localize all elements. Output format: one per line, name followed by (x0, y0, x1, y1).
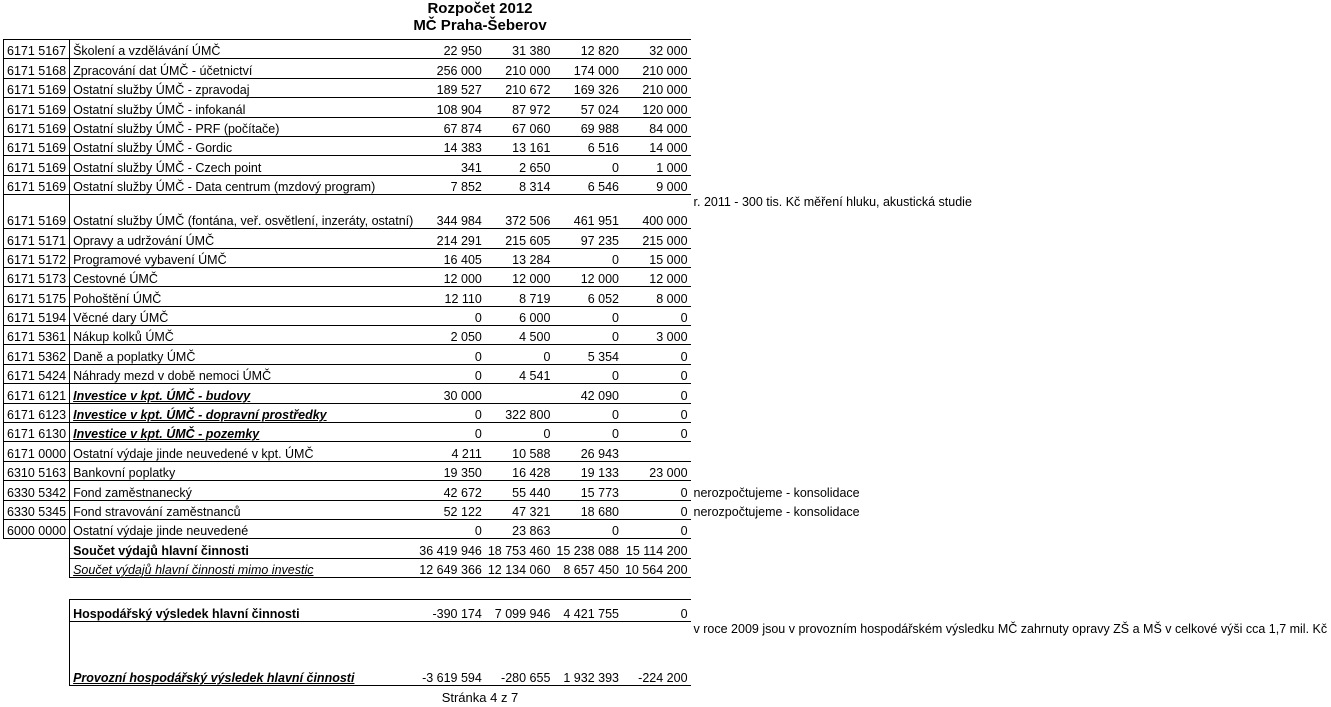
table-row (4, 326, 1331, 345)
blank-cell (4, 600, 70, 622)
item-label: Opravy a udržování ÚMČ (70, 229, 417, 248)
account-code: 6171 5169 (4, 175, 70, 194)
account-code: 6171 5169 (4, 98, 70, 117)
value-cell: 14 383 (416, 136, 485, 155)
value-cell: 55 440 (485, 481, 554, 500)
table-row (4, 248, 1331, 267)
value-cell: 42 672 (416, 481, 485, 500)
table-row (4, 117, 1331, 136)
note-cell (691, 136, 1331, 155)
operating-note: v roce 2009 jsou v provozním hospodářském výsledku MČ zahrnuty opravy ZŠ a MŠ v celkové výši cca 1,7 mil. Kč (693, 621, 1328, 636)
value-cell: 215 605 (485, 229, 554, 248)
table-row (4, 442, 1331, 461)
value-cell: 372 506 (485, 195, 554, 229)
value-cell: 22 950 (416, 40, 485, 59)
operating-value: -280 655 (485, 622, 554, 686)
note-cell (691, 461, 1331, 480)
value-cell: 0 (416, 364, 485, 383)
value-cell: 16 405 (416, 248, 485, 267)
note-cell (691, 600, 1331, 622)
account-code: 6171 5169 (4, 78, 70, 97)
note-cell (691, 175, 1331, 194)
result-value: -390 174 (416, 600, 485, 622)
account-code: 6171 5175 (4, 287, 70, 306)
value-cell: 0 (622, 364, 691, 383)
note-cell (691, 539, 1331, 558)
note-cell (691, 306, 1331, 325)
note-cell (691, 326, 1331, 345)
value-cell: 0 (485, 345, 554, 364)
account-code: 6171 5173 (4, 267, 70, 286)
note-cell (691, 403, 1331, 422)
table-row (4, 364, 1331, 383)
result-value: 7 099 946 (485, 600, 554, 622)
value-cell: 19 133 (553, 461, 622, 480)
value-cell: 30 000 (416, 384, 485, 403)
value-cell: 0 (622, 306, 691, 325)
total-row (4, 539, 1331, 558)
value-cell: 210 000 (622, 59, 691, 78)
result-row (4, 600, 1331, 622)
table-row (4, 195, 1331, 229)
value-cell: 8 000 (622, 287, 691, 306)
item-label: Bankovní poplatky (70, 461, 417, 480)
value-cell: 6 516 (553, 136, 622, 155)
note-cell (691, 229, 1331, 248)
value-cell: 12 000 (553, 267, 622, 286)
item-label: Ostatní služby ÚMČ - Data centrum (mzdový program) (70, 175, 417, 194)
value-cell: 214 291 (416, 229, 485, 248)
value-cell: 4 541 (485, 364, 554, 383)
value-cell: 344 984 (416, 195, 485, 229)
value-cell: 57 024 (553, 98, 622, 117)
value-cell: 0 (416, 403, 485, 422)
value-cell: 400 000 (622, 195, 691, 229)
value-cell: 461 951 (553, 195, 622, 229)
note-cell (691, 384, 1331, 403)
operating-value: -224 200 (622, 622, 691, 686)
item-label: Ostatní výdaje jinde neuvedené (70, 519, 417, 538)
total-value: 36 419 946 (416, 539, 485, 558)
account-code: 6330 5345 (4, 500, 70, 519)
note-cell: nerozpočtujeme - konsolidace (693, 505, 860, 520)
item-label (70, 384, 417, 403)
item-label: Věcné dary ÚMČ (70, 306, 417, 325)
value-cell: 0 (622, 403, 691, 422)
budget-table (3, 39, 1331, 686)
value-cell: 12 000 (622, 267, 691, 286)
table-row (4, 40, 1331, 59)
note-cell (691, 558, 1331, 577)
value-cell: 1 000 (622, 156, 691, 175)
value-cell: 0 (622, 500, 691, 519)
table-row (4, 423, 1331, 442)
table-row (4, 287, 1331, 306)
value-cell: 8 719 (485, 287, 554, 306)
item-label: Ostatní služby ÚMČ (fontána, veř. osvětlení, inzeráty, ostatní) (70, 195, 417, 229)
investment-label: Investice v kpt. ÚMČ - dopravní prostředky (73, 408, 327, 423)
note-cell: nerozpočtujeme - konsolidace (693, 486, 860, 501)
value-cell: 341 (416, 156, 485, 175)
result-label: Hospodářský výsledek hlavní činnosti (70, 600, 417, 622)
total-value: 10 564 200 (622, 558, 691, 577)
value-cell: 12 820 (553, 40, 622, 59)
value-cell: 87 972 (485, 98, 554, 117)
value-cell: 6 546 (553, 175, 622, 194)
value-cell: 12 000 (485, 267, 554, 286)
value-cell: 3 000 (622, 326, 691, 345)
value-cell: 0 (553, 519, 622, 538)
value-cell: 52 122 (416, 500, 485, 519)
item-label: Cestovné ÚMČ (70, 267, 417, 286)
value-cell: 0 (553, 156, 622, 175)
account-code: 6171 5169 (4, 117, 70, 136)
value-cell: 47 321 (485, 500, 554, 519)
value-cell: 210 672 (485, 78, 554, 97)
account-code: 6171 5171 (4, 229, 70, 248)
note-cell (691, 40, 1331, 59)
page-footer: Stránka 4 z 7 (441, 690, 519, 705)
value-cell: 23 863 (485, 519, 554, 538)
value-cell: 18 680 (553, 500, 622, 519)
table-row (4, 175, 1331, 194)
note-cell (691, 156, 1331, 175)
account-code: 6171 6121 (4, 384, 70, 403)
value-cell (622, 442, 691, 461)
page-subtitle: MČ Praha-Šeberov (413, 17, 547, 34)
operating-value: -3 619 594 (416, 622, 485, 686)
value-cell: 0 (416, 519, 485, 538)
value-cell: 0 (553, 403, 622, 422)
total-label: Součet výdajů hlavní činnosti mimo investic (70, 558, 417, 577)
item-label: Pohoštění ÚMČ (70, 287, 417, 306)
value-cell: 14 000 (622, 136, 691, 155)
value-cell: 13 161 (485, 136, 554, 155)
note-cell (691, 345, 1331, 364)
account-code: 6171 5362 (4, 345, 70, 364)
item-label: Ostatní služby ÚMČ - Gordic (70, 136, 417, 155)
note-cell (691, 117, 1331, 136)
note-cell (691, 364, 1331, 383)
table-row (4, 306, 1331, 325)
table-row (4, 59, 1331, 78)
table-row (4, 519, 1331, 538)
note-cell (691, 98, 1331, 117)
table-row (4, 384, 1331, 403)
table-row (4, 156, 1331, 175)
investment-label: Investice v kpt. ÚMČ - budovy (73, 388, 251, 403)
blank-cell (4, 578, 70, 600)
value-cell: 2 050 (416, 326, 485, 345)
account-code: 6000 0000 (4, 519, 70, 538)
item-label: Nákup kolků ÚMČ (70, 326, 417, 345)
value-cell: 256 000 (416, 59, 485, 78)
item-label: Zpracování dat ÚMČ - účetnictví (70, 59, 417, 78)
item-label: Ostatní služby ÚMČ - zpravodaj (70, 78, 417, 97)
account-code: 6171 5169 (4, 136, 70, 155)
value-cell: 5 354 (553, 345, 622, 364)
value-cell: 9 000 (622, 175, 691, 194)
value-cell: 32 000 (622, 40, 691, 59)
note-cell (691, 287, 1331, 306)
total-value: 18 753 460 (485, 539, 554, 558)
account-code: 6171 5194 (4, 306, 70, 325)
value-cell: 322 800 (485, 403, 554, 422)
value-cell: 0 (622, 345, 691, 364)
account-code: 6310 5163 (4, 461, 70, 480)
value-cell: 7 852 (416, 175, 485, 194)
value-cell: 31 380 (485, 40, 554, 59)
value-cell: 169 326 (553, 78, 622, 97)
value-cell: 69 988 (553, 117, 622, 136)
value-cell: 108 904 (416, 98, 485, 117)
value-cell: 4 500 (485, 326, 554, 345)
value-cell: 0 (416, 423, 485, 442)
account-code: 6171 6123 (4, 403, 70, 422)
blank-cell (485, 578, 554, 600)
value-cell: 0 (553, 423, 622, 442)
item-label: Daně a poplatky ÚMČ (70, 345, 417, 364)
table-row (4, 403, 1331, 422)
blank-cell (691, 578, 1331, 600)
blank-cell (416, 578, 485, 600)
item-label (70, 403, 417, 422)
value-cell (485, 384, 554, 403)
page-title: Rozpočet 2012 (427, 0, 533, 17)
account-code: 6171 5172 (4, 248, 70, 267)
blank-cell (4, 558, 70, 577)
value-cell: 215 000 (622, 229, 691, 248)
total-value: 15 238 088 (553, 539, 622, 558)
table-row (4, 345, 1331, 364)
item-label: Ostatní služby ÚMČ - infokanál (70, 98, 417, 117)
item-label: Ostatní výdaje jinde neuvedené v kpt. ÚMČ (70, 442, 417, 461)
value-cell: 0 (553, 364, 622, 383)
value-cell: 19 350 (416, 461, 485, 480)
value-cell: 6 000 (485, 306, 554, 325)
total-value: 12 134 060 (485, 558, 554, 577)
account-code: 6171 5424 (4, 364, 70, 383)
operating-row (4, 622, 1331, 686)
value-cell: 26 943 (553, 442, 622, 461)
item-label: Fond stravování zaměstnanců (70, 500, 417, 519)
account-code: 6171 0000 (4, 442, 70, 461)
value-cell: 23 000 (622, 461, 691, 480)
table-row (4, 98, 1331, 117)
value-cell: 12 000 (416, 267, 485, 286)
note-cell (691, 423, 1331, 442)
operating-value: 1 932 393 (553, 622, 622, 686)
value-cell: 0 (553, 248, 622, 267)
table-row (4, 481, 1331, 500)
result-value: 4 421 755 (553, 600, 622, 622)
note-cell (691, 248, 1331, 267)
spacer-row (4, 578, 1331, 600)
value-cell: 0 (553, 306, 622, 325)
blank-cell (622, 578, 691, 600)
value-cell: 120 000 (622, 98, 691, 117)
value-cell: 16 428 (485, 461, 554, 480)
account-code: 6171 5169 (4, 195, 70, 229)
table-row (4, 136, 1331, 155)
value-cell: 8 314 (485, 175, 554, 194)
value-cell: 0 (553, 326, 622, 345)
table-row (4, 267, 1331, 286)
value-cell: 0 (416, 345, 485, 364)
operating-label: Provozní hospodářský výsledek hlavní činnosti (70, 622, 417, 686)
blank-cell (70, 578, 417, 600)
note-cell (691, 78, 1331, 97)
value-cell: 13 284 (485, 248, 554, 267)
note-cell (691, 59, 1331, 78)
value-cell: 10 588 (485, 442, 554, 461)
note-cell: r. 2011 - 300 tis. Kč měření hluku, akustická studie (693, 194, 972, 209)
value-cell: 210 000 (485, 59, 554, 78)
value-cell: 15 773 (553, 481, 622, 500)
value-cell: 4 211 (416, 442, 485, 461)
note-cell (691, 442, 1331, 461)
account-code: 6171 5167 (4, 40, 70, 59)
value-cell: 42 090 (553, 384, 622, 403)
value-cell: 67 060 (485, 117, 554, 136)
value-cell: 97 235 (553, 229, 622, 248)
value-cell: 0 (416, 306, 485, 325)
item-label: Náhrady mezd v době nemoci ÚMČ (70, 364, 417, 383)
item-label: Programové vybavení ÚMČ (70, 248, 417, 267)
value-cell: 67 874 (416, 117, 485, 136)
investment-label: Investice v kpt. ÚMČ - pozemky (73, 427, 260, 442)
result-value: 0 (622, 600, 691, 622)
total-row (4, 558, 1331, 577)
table-row (4, 229, 1331, 248)
item-label: Fond zaměstnanecký (70, 481, 417, 500)
account-code: 6171 5169 (4, 156, 70, 175)
value-cell: 12 110 (416, 287, 485, 306)
note-cell (691, 267, 1331, 286)
item-label: Ostatní služby ÚMČ - Czech point (70, 156, 417, 175)
value-cell: 84 000 (622, 117, 691, 136)
value-cell: 0 (622, 519, 691, 538)
account-code: 6330 5342 (4, 481, 70, 500)
table-row (4, 461, 1331, 480)
total-value: 12 649 366 (416, 558, 485, 577)
value-cell: 6 052 (553, 287, 622, 306)
value-cell: 15 000 (622, 248, 691, 267)
total-value: 15 114 200 (622, 539, 691, 558)
blank-cell (4, 539, 70, 558)
account-code: 6171 6130 (4, 423, 70, 442)
value-cell: 174 000 (553, 59, 622, 78)
item-label: Ostatní služby ÚMČ - PRF (počítače) (70, 117, 417, 136)
account-code: 6171 5168 (4, 59, 70, 78)
value-cell: 0 (485, 423, 554, 442)
table-row (4, 78, 1331, 97)
item-label (70, 423, 417, 442)
note-cell (691, 519, 1331, 538)
blank-cell (4, 622, 70, 686)
value-cell: 210 000 (622, 78, 691, 97)
table-row (4, 500, 1331, 519)
value-cell: 0 (622, 384, 691, 403)
value-cell: 2 650 (485, 156, 554, 175)
value-cell: 0 (622, 481, 691, 500)
value-cell: 189 527 (416, 78, 485, 97)
blank-cell (553, 578, 622, 600)
total-value: 8 657 450 (553, 558, 622, 577)
value-cell: 0 (622, 423, 691, 442)
total-label: Součet výdajů hlavní činnosti (70, 539, 417, 558)
account-code: 6171 5361 (4, 326, 70, 345)
item-label: Školení a vzdělávání ÚMČ (70, 40, 417, 59)
